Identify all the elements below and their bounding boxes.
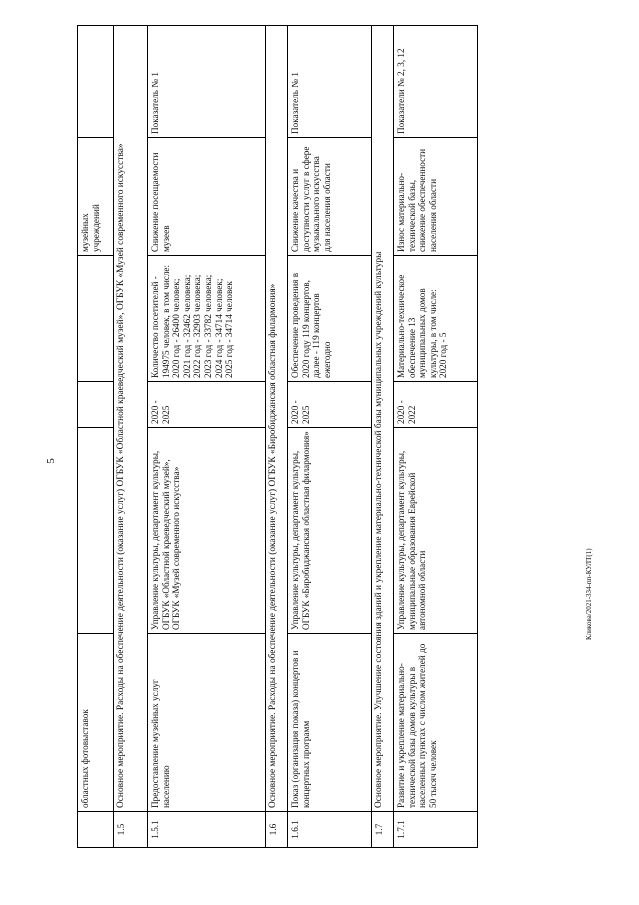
section-row (372, 26, 394, 848)
consequence: Снижение посещаемости музеев (148, 138, 266, 256)
table-cell: областных фотовыставок (78, 634, 114, 812)
period: 2020 - 2025 (148, 382, 266, 428)
period: 2020 - 2022 (394, 382, 478, 428)
row-number: 1.6.1 (288, 812, 372, 848)
expected-result: Обеспечение проведения в 2020 году 119 концертов, далее - 119 концертов ежегодно (288, 256, 372, 382)
table-cell (78, 382, 114, 428)
section-row (266, 26, 288, 848)
measure-name: Развитие и укрепление материально-технической базы домов культуры в населенных пунктах с числом жителей до 50 тысяч человек (394, 634, 478, 812)
row-number: 1.6 (266, 812, 288, 848)
row-number: 1.5.1 (148, 812, 266, 848)
footer-code: Кликова/2021-334-пп-КУЛТ(1) (585, 548, 593, 640)
indicator: Показатели № 2, 3, 12 (394, 26, 478, 138)
table-cell (78, 26, 114, 138)
section-row (114, 26, 148, 848)
executor: Управление культуры, департамент культуры, муниципальные образования Еврейской автономной области (394, 428, 478, 634)
period: 2020 - 2025 (288, 382, 372, 428)
table-row (394, 26, 478, 848)
table-row (148, 26, 266, 848)
indicator: Показатель № 1 (148, 26, 266, 138)
section-title: Основное мероприятие. Улучшение состояния зданий и укрепление материально-технической базы муниципальных учреждений культуры (372, 26, 394, 812)
table-cell (78, 812, 114, 848)
table-row (78, 26, 114, 848)
row-number: 1.7 (372, 812, 394, 848)
executor: Управление культуры, департамент культуры, ОГБУК «Областной краеведческий музей», ОГБУК «Музей современного искусства» (148, 428, 266, 634)
expected-result: Материально-техническое обеспечение 13 муниципальных домов культуры, в том числе: 2020 год - 5 (394, 256, 478, 382)
executor: Управление культуры, департамент культуры, ОГБУК «Биробиджанская областная филармония» (288, 428, 372, 634)
section-title: Основное мероприятие. Расходы на обеспечение деятельности (оказание услуг) ОГБУК «Биробиджанская областная филармония» (266, 26, 288, 812)
table-cell (78, 428, 114, 634)
table-cell (78, 256, 114, 382)
row-number: 1.5 (114, 812, 148, 848)
row-number: 1.7.1 (394, 812, 478, 848)
measure-name: Предоставление музейных услуг населению (148, 634, 266, 812)
section-title: Основное мероприятие. Расходы на обеспечение деятельности (оказание услуг) ОГБУК «Областной краеведческий музей», ОГБУК «Музей современного искусства» (114, 26, 148, 812)
table-cell: музейных учреждений (78, 138, 114, 256)
page-number: 5 (44, 458, 57, 464)
measure-name: Показ (организация показа) концертов и концертных программ (288, 634, 372, 812)
consequence: Снижение качества и доступности услуг в сфере музыкального искусства для населения области (288, 138, 372, 256)
plan-table (77, 26, 487, 848)
consequence: Износ материально-технической базы, снижение обеспеченности населения области (394, 138, 478, 256)
expected-result: Количество посетителей - 194975 человек, в том числе: 2020 год - 26400 человек; 2021 год - 32462 человека; 2022 год - 32903 человека; 2023 год - 33782 человека; 2024 год - 34714 человек; 2025 год - 34714 человек (148, 256, 266, 382)
indicator: Показатель № 1 (288, 26, 372, 138)
table-row (288, 26, 372, 848)
